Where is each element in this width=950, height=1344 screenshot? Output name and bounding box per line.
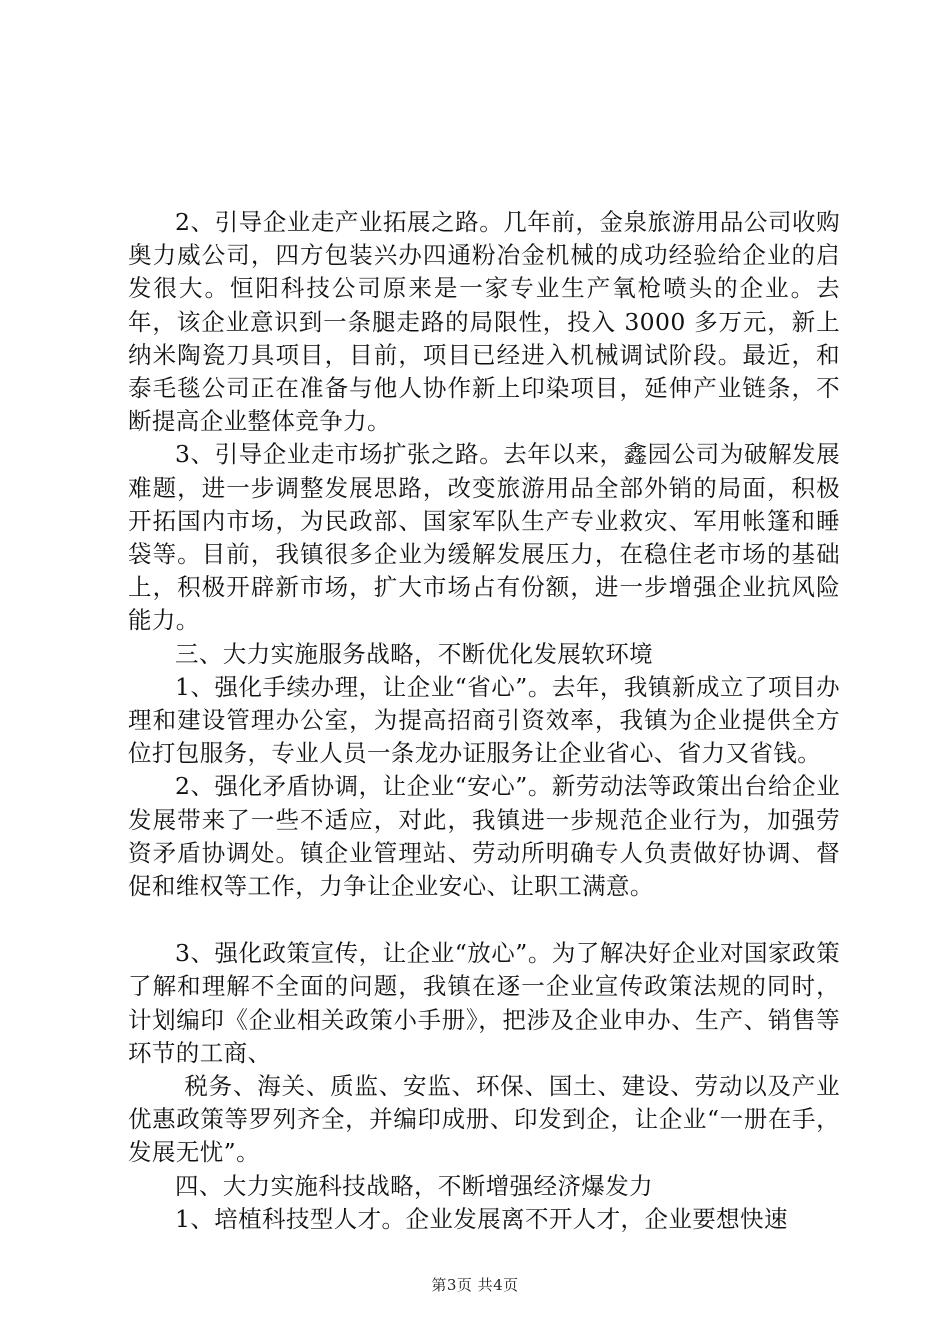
document-body: [128, 206, 840, 1236]
section-heading-technology-strategy: 四、大力实施科技战略，不断增强经济爆发力: [175, 1171, 653, 1200]
paragraph-gap: [128, 903, 840, 937]
paragraph-policy-publicity: 3、强化政策宣传，让企业“放心”。为了解决好企业对国家政策了解和理解不全面的问题，我镇在逐一企业宣传政策法规的同时，计划编印《企业相关政策小手册》，把涉及企业申办、生产、销售等环节的工商、: [128, 939, 840, 1067]
paragraph-market-expansion: 3、引导企业走市场扩张之路。去年以来，鑫园公司为破解发展难题，进一步调整发展思路，改变旅游用品全部外销的局面，积极开拓国内市场，为民政部、国家军队生产专业救灾、军用帐篷和睡袋等。目前，我镇很多企业为缓解发展压力，在稳住老市场的基础上，积极开辟新市场，扩大市场占有份额，进一步增强企业抗风险能力。: [128, 440, 840, 635]
paragraph-policy-publicity-continued: 税务、海关、质监、安监、环保、国土、建设、劳动以及产业优惠政策等罗列齐全，并编印成册、印发到企，让企业“一册在手，发展无忧”。: [128, 1072, 840, 1167]
section-heading-service-strategy: 三、大力实施服务战略，不断优化发展软环境: [175, 639, 653, 668]
paragraph-industry-expansion: 2、引导企业走产业拓展之路。几年前，金泉旅游用品公司收购奥力威公司，四方包装兴办四通粉冶金机械的成功经验给企业的启发很大。恒阳科技公司原来是一家专业生产氧枪喷头的企业。去年，该企业意识到一条腿走路的局限性，投入 3000 多万元，新上纳米陶瓷刀具项目，目前，项目已经进入机械调试阶段。最近，和泰毛毯公司正在准备与他人协作新上印染项目，延伸产业链条，不断提高企业整体竞争力。: [128, 208, 840, 436]
paragraph-talent: 1、培植科技型人才。企业发展离不开人才，企业要想快速: [175, 1204, 788, 1233]
page-number-footer: 第3页 共4页: [431, 1276, 519, 1294]
paragraph-procedures: 1、强化手续办理，让企业“省心”。去年，我镇新成立了项目办理和建设管理办公室，为提高招商引资效率，我镇为企业提供全方位打包服务，专业人员一条龙办证服务让企业省心、省力又省钱。: [128, 672, 840, 768]
paragraph-conflict-coordination: 2、强化矛盾协调，让企业“安心”。新劳动法等政策出台给企业发展带来了一些不适应，对此，我镇进一步规范企业行为，加强劳资矛盾协调处。镇企业管理站、劳动所明确专人负责做好协调、督促和维权等工作，力争让企业安心、让职工满意。: [128, 772, 840, 901]
